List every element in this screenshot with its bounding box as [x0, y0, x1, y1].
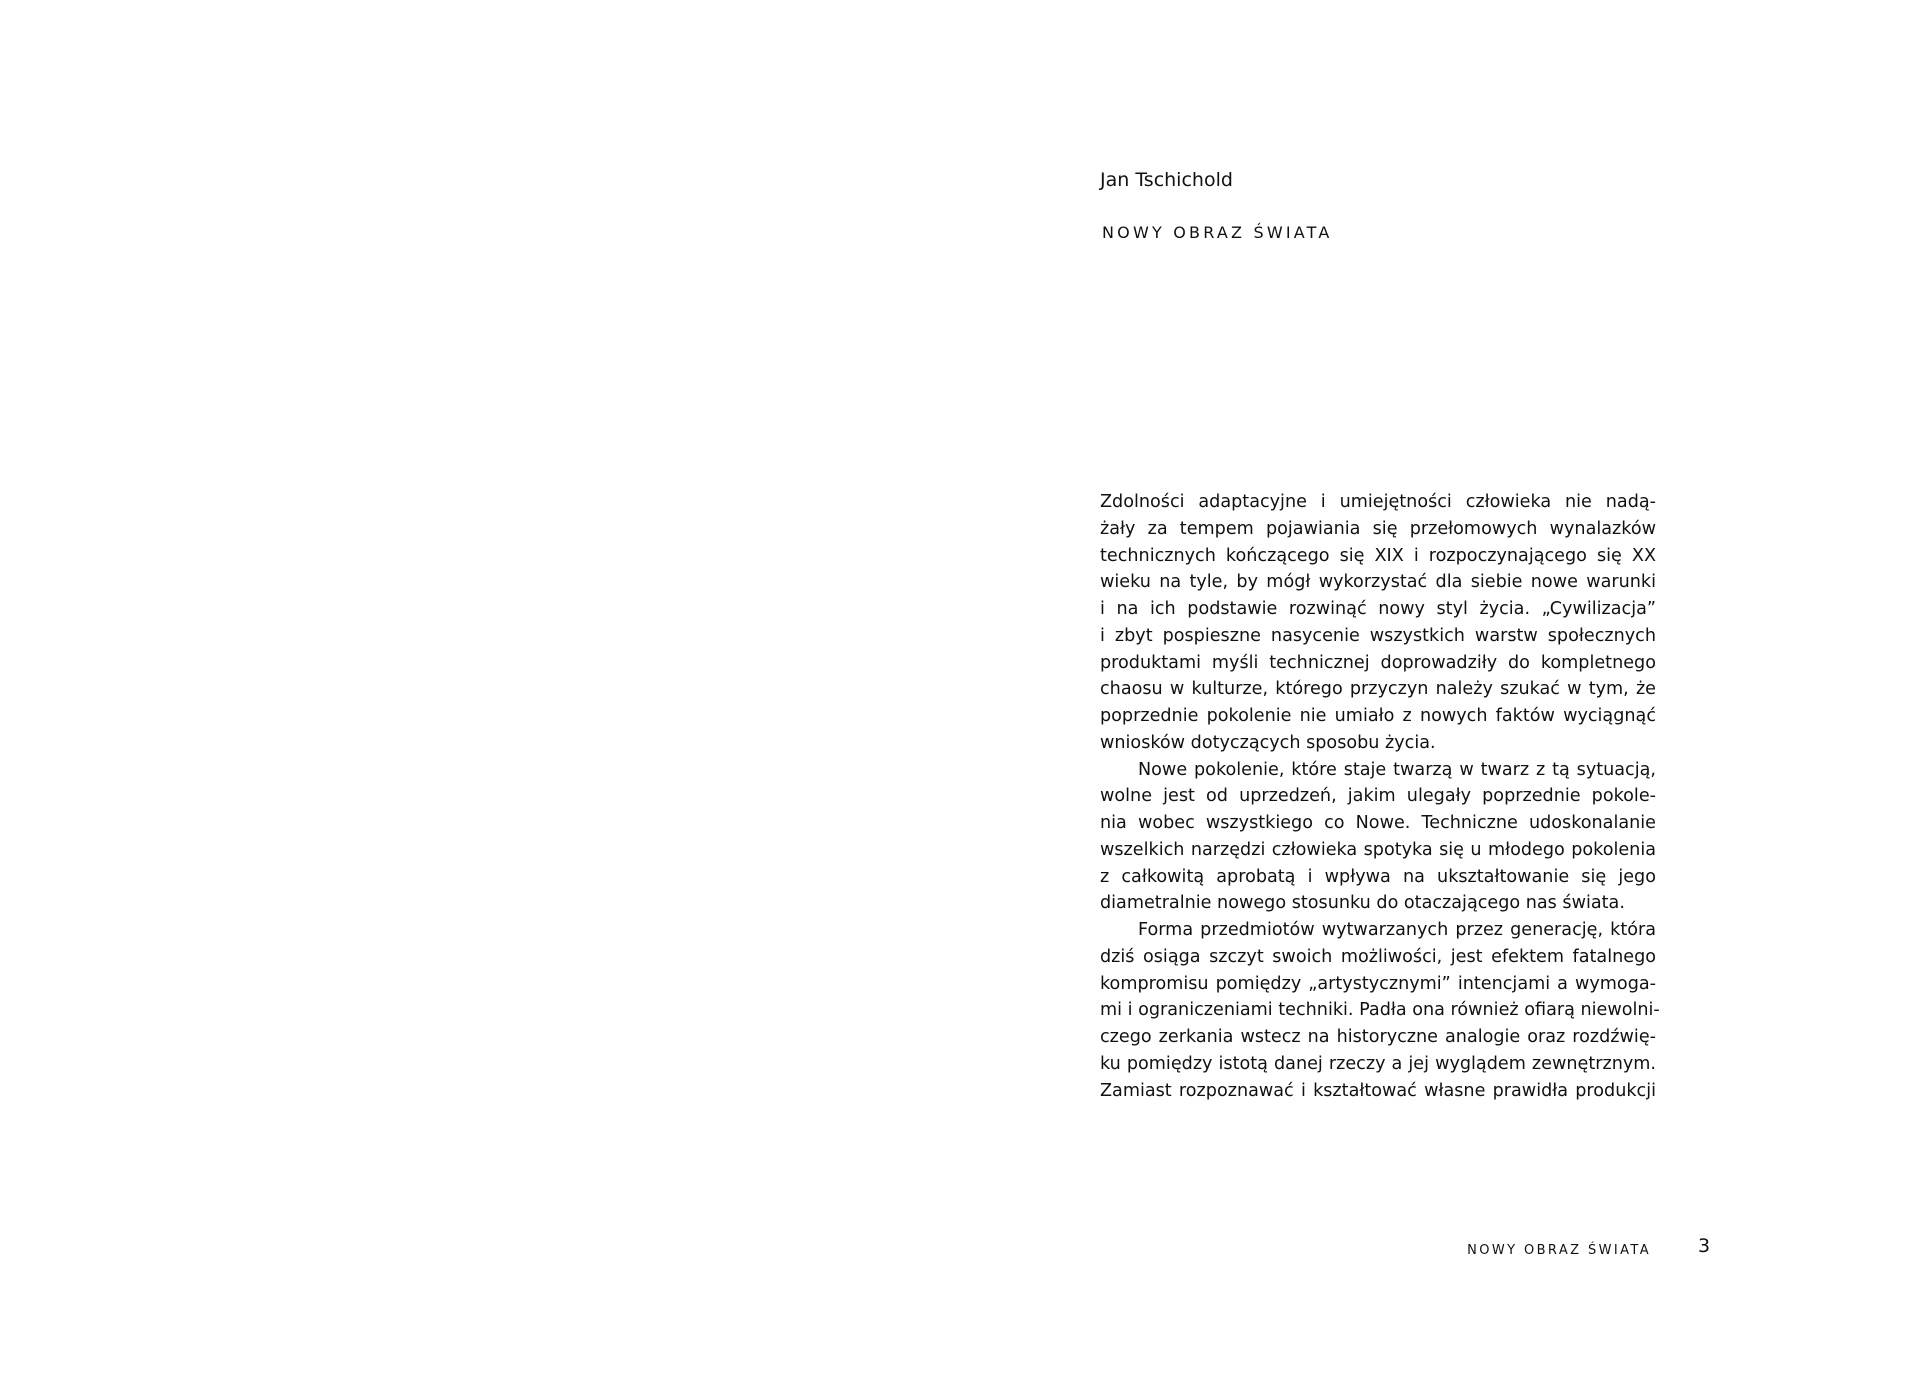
text-line: i zbyt pospieszne nasycenie wszystkich warstw społecznych	[1100, 625, 1656, 646]
text-line: czego zerkania wstecz na historyczne analogie oraz rozdźwię-	[1100, 1027, 1656, 1047]
text-line: Zdolności adaptacyjne i umiejętności człowieka nie nadą-	[1100, 492, 1656, 512]
text-line: wolne jest od uprzedzeń, jakim ulegały poprzednie pokole-	[1100, 786, 1656, 807]
text-line: wniosków dotyczących sposobu życia.	[1100, 732, 1436, 753]
right-page	[960, 0, 1920, 1379]
text-line: Forma przedmiotów wytwarzanych przez generację, która	[1138, 920, 1656, 940]
text-line: Zamiast rozpoznawać i kształtować własne prawidła produkcji	[1100, 1080, 1656, 1101]
text-line: z całkowitą aprobatą i wpływa na ukształtowanie się jego	[1100, 866, 1656, 887]
text-line: Nowe pokolenie, które staje twarzą w twarz z tą sytuacją,	[1138, 759, 1656, 780]
text-line: wieku na tyle, by mógł wykorzystać dla siebie nowe warunki	[1100, 572, 1656, 593]
text-line: chaosu w kulturze, którego przyczyn należy szukać w tym, że	[1100, 679, 1656, 700]
text-line: dziś osiąga szczyt swoich możliwości, jest efektem fatalnego	[1100, 946, 1656, 967]
chapter-title: NOWY OBRAZ ŚWIATA	[1102, 223, 1333, 242]
text-line: i na ich podstawie rozwinąć nowy styl życia. „Cywilizacja”	[1100, 599, 1656, 619]
text-line: kompromisu pomiędzy „artystycznymi” intencjami a wymoga-	[1100, 973, 1656, 994]
text-line: wszelkich narzędzi człowieka spotyka się u młodego pokolenia	[1100, 839, 1656, 860]
text-line: nia wobec wszystkiego co Nowe. Techniczne udoskonalanie	[1100, 813, 1656, 833]
text-line: żały za tempem pojawiania się przełomowych wynalazków	[1100, 518, 1656, 539]
text-line: ku pomiędzy istotą danej rzeczy a jej wyglądem zewnętrznym.	[1100, 1053, 1656, 1074]
text-line: poprzednie pokolenie nie umiało z nowych faktów wyciągnąć	[1100, 706, 1656, 726]
text-line: mi i ograniczeniami techniki. Padła ona również ofiarą niewolni-	[1100, 1000, 1660, 1021]
text-line: technicznych kończącego się XIX i rozpoczynającego się XX	[1100, 545, 1656, 566]
text-line: diametralnie nowego stosunku do otaczającego nas świata.	[1100, 893, 1625, 914]
running-head: NOWY OBRAZ ŚWIATA	[1467, 1243, 1651, 1258]
text-line: produktami myśli technicznej doprowadziły do kompletnego	[1100, 652, 1656, 673]
page-number: 3	[1698, 1235, 1711, 1257]
author-name: Jan Tschichold	[1100, 169, 1233, 191]
body-text	[1100, 489, 1660, 1104]
